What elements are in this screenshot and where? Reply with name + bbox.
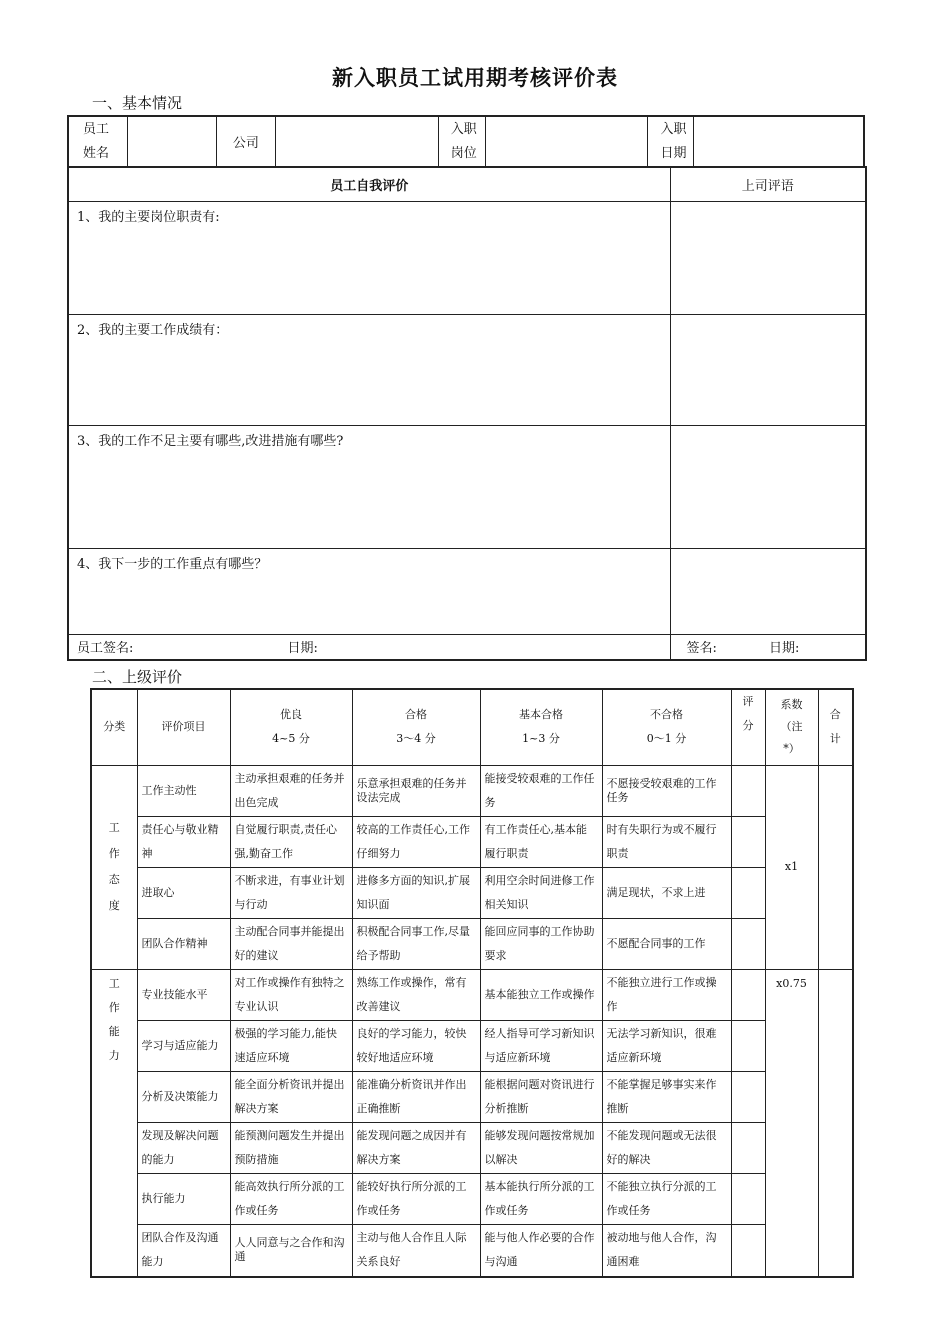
entry-date-value[interactable] (693, 116, 864, 167)
supervisor-sign-row[interactable] (670, 634, 866, 660)
table-row (91, 918, 853, 969)
question-achievements[interactable]: 2、我的主要工作成绩有： (68, 314, 670, 425)
coefficient-ability: x0.75 (765, 969, 818, 1277)
basic-criterion: 基本能独立工作或操作 (480, 969, 602, 1020)
good-criterion: 对工作或操作有独特之专业认识 (230, 969, 352, 1020)
header-score: 评 分 (731, 689, 765, 765)
item-label: 团队合作及沟通能力 (137, 1224, 230, 1277)
post-value[interactable] (486, 116, 648, 167)
company-value[interactable] (276, 116, 438, 167)
fail-criterion: 不能独立进行工作或操作 (602, 969, 731, 1020)
basic-criterion: 经人指导可学习新知识与适应新环境 (480, 1020, 602, 1071)
employee-name-label: 员工 姓名 (68, 116, 128, 167)
score-cell[interactable] (731, 1224, 765, 1277)
section-supervisor-heading: 二、上级评价 (92, 668, 183, 686)
table-row (91, 867, 853, 918)
basic-criterion: 利用空余时间进修工作相关知识 (480, 867, 602, 918)
score-cell[interactable] (731, 1020, 765, 1071)
question-improvements[interactable]: 3、我的工作不足主要有哪些,改进措施有哪些? (68, 425, 670, 548)
company-label: 公司 (216, 116, 276, 167)
table-row (91, 1224, 853, 1277)
fail-criterion: 满足现状，不求上进 (602, 867, 731, 918)
good-criterion: 能预测问题发生并提出预防措施 (230, 1122, 352, 1173)
total-cell[interactable] (818, 765, 853, 969)
pass-criterion: 较高的工作责任心,工作仔细努力 (352, 816, 480, 867)
basic-criterion: 能与他人作必要的合作与沟通 (480, 1224, 602, 1277)
section-basic-heading: 一、基本情况 (92, 94, 183, 112)
table-row (91, 1020, 853, 1071)
table-row (91, 1071, 853, 1122)
fail-criterion: 被动地与他人合作，沟通困难 (602, 1224, 731, 1277)
basic-criterion: 基本能执行所分派的工作或任务 (480, 1173, 602, 1224)
score-cell[interactable] (731, 1122, 765, 1173)
question-next-focus[interactable]: 4、我下一步的工作重点有哪些？ (68, 548, 670, 634)
supervisor-date-label: 日期: (769, 641, 800, 657)
basic-criterion: 能够发现问题按常规加以解决 (480, 1122, 602, 1173)
pass-criterion: 能发现问题之成因并有解决方案 (352, 1122, 480, 1173)
pass-criterion: 进修多方面的知识,扩展知识面 (352, 867, 480, 918)
pass-criterion: 能准确分析资讯并作出正确推断 (352, 1071, 480, 1122)
employee-date-label: 日期: (287, 641, 318, 657)
pass-criterion: 熟练工作或操作，常有改善建议 (352, 969, 480, 1020)
employee-sign-label: 员工签名: (77, 641, 134, 657)
item-label: 专业技能水平 (137, 969, 230, 1020)
fail-criterion: 不愿配合同事的工作 (602, 918, 731, 969)
item-label: 发现及解决问题的能力 (137, 1122, 230, 1173)
supervisor-comment-1[interactable] (670, 201, 866, 314)
header-basic: 基本合格 1~3 分 (480, 689, 602, 765)
post-label: 入职 岗位 (438, 116, 485, 167)
pass-criterion: 良好的学习能力，较快较好地适应环境 (352, 1020, 480, 1071)
table-row (91, 765, 853, 816)
fail-criterion: 无法学习新知识，很难适应新环境 (602, 1020, 731, 1071)
good-criterion: 极强的学习能力,能快速适应环境 (230, 1020, 352, 1071)
item-label: 分析及决策能力 (137, 1071, 230, 1122)
score-cell[interactable] (731, 1173, 765, 1224)
basic-criterion: 能根据问题对资讯进行分析推断 (480, 1071, 602, 1122)
item-label: 责任心与敬业精神 (137, 816, 230, 867)
table-row (91, 1173, 853, 1224)
good-criterion: 主动配合同事并能提出好的建议 (230, 918, 352, 969)
header-coefficient: 系数 （注 *） (765, 689, 818, 765)
good-criterion: 能高效执行所分派的工作或任务 (230, 1173, 352, 1224)
score-cell[interactable] (731, 1071, 765, 1122)
good-criterion: 不断求进，有事业计划与行动 (230, 867, 352, 918)
score-cell[interactable] (731, 918, 765, 969)
basic-criterion: 能回应同事的工作协助要求 (480, 918, 602, 969)
good-criterion: 人人同意与之合作和沟通 (230, 1224, 352, 1277)
coefficient-attitude: x1 (765, 765, 818, 969)
fail-criterion: 不愿接受较艰难的工作任务 (602, 765, 731, 816)
header-pass: 合格 3～4 分 (352, 689, 480, 765)
total-cell[interactable] (818, 969, 853, 1277)
employee-sign-row[interactable] (68, 634, 670, 660)
good-criterion: 能全面分析资讯并提出解决方案 (230, 1071, 352, 1122)
good-criterion: 主动承担艰难的任务并出色完成 (230, 765, 352, 816)
supervisor-comment-header: 上司评语 (670, 167, 866, 201)
item-label: 执行能力 (137, 1173, 230, 1224)
item-label: 工作主动性 (137, 765, 230, 816)
basic-criterion: 有工作责任心,基本能履行职责 (480, 816, 602, 867)
pass-criterion: 乐意承担艰难的任务并设法完成 (352, 765, 480, 816)
score-cell[interactable] (731, 969, 765, 1020)
table-row (91, 816, 853, 867)
category-ability: 工 作 能 力 (91, 969, 137, 1277)
pass-criterion: 主动与他人合作且人际关系良好 (352, 1224, 480, 1277)
self-evaluation-table (67, 166, 867, 661)
supervisor-comment-2[interactable] (670, 314, 866, 425)
header-item: 评价项目 (137, 689, 230, 765)
score-cell[interactable] (731, 765, 765, 816)
item-label: 学习与适应能力 (137, 1020, 230, 1071)
category-attitude: 工 作 态 度 (91, 765, 137, 969)
good-criterion: 自觉履行职责,责任心强,勤奋工作 (230, 816, 352, 867)
employee-name-value[interactable] (128, 116, 216, 167)
entry-date-label: 入职 日期 (648, 116, 693, 167)
header-fail: 不合格 0～1 分 (602, 689, 731, 765)
score-cell[interactable] (731, 816, 765, 867)
pass-criterion: 积极配合同事工作,尽量给予帮助 (352, 918, 480, 969)
fail-criterion: 不能独立执行分派的工作或任务 (602, 1173, 731, 1224)
page-title: 新入职员工试用期考核评价表 (332, 65, 618, 90)
basic-criterion: 能接受较艰难的工作任务 (480, 765, 602, 816)
supervisor-evaluation-table (90, 688, 854, 1278)
fail-criterion: 时有失职行为或不履行职责 (602, 816, 731, 867)
pass-criterion: 能较好执行所分派的工作或任务 (352, 1173, 480, 1224)
basic-info-table (67, 115, 865, 168)
header-category: 分类 (91, 689, 137, 765)
self-evaluation-header: 员工自我评价 (68, 167, 670, 201)
item-label: 团队合作精神 (137, 918, 230, 969)
score-cell[interactable] (731, 867, 765, 918)
supervisor-comment-4[interactable] (670, 548, 866, 634)
supervisor-sign-label: 签名: (686, 641, 717, 657)
header-total: 合 计 (818, 689, 853, 765)
question-duties[interactable]: 1、我的主要岗位职责有: (68, 201, 670, 314)
table-row (91, 969, 853, 1020)
header-good: 优良 4~5 分 (230, 689, 352, 765)
table-row (91, 1122, 853, 1173)
item-label: 进取心 (137, 867, 230, 918)
supervisor-comment-3[interactable] (670, 425, 866, 548)
fail-criterion: 不能发现问题或无法很好的解决 (602, 1122, 731, 1173)
fail-criterion: 不能掌握足够事实来作推断 (602, 1071, 731, 1122)
